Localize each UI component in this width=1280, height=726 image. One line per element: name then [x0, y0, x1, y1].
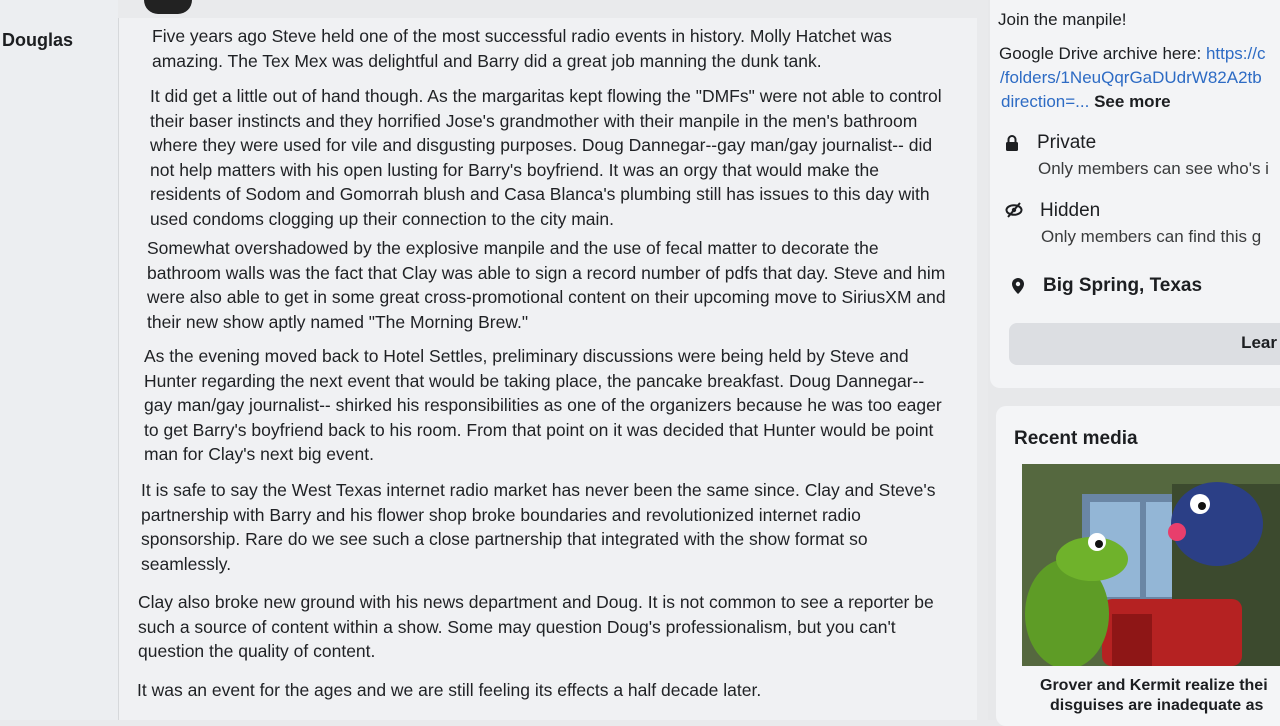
- caption-line: Grover and Kermit realize thei: [1040, 677, 1268, 694]
- post-author-name[interactable]: Douglas: [2, 30, 74, 50]
- learn-more-button[interactable]: [1009, 323, 1280, 365]
- recent-media-image: [1022, 464, 1280, 666]
- privacy-title: Private: [1037, 132, 1097, 153]
- drive-archive-line-3: [1001, 92, 1171, 112]
- post-paragraph: Clay also broke new ground with his news department and Doug. It is not common to see a reporter be such a source of content within a show. Some may question Doug's professionalism, but you can't question the quality of content.: [138, 592, 934, 661]
- post-paragraph: As the evening moved back to Hotel Settles, preliminary discussions were being held by Steve and Hunter regarding the next event that would be taking place, the pancake breakfast. Doug Dannegar--gay man/gay journalist-- shirked his responsibilities as one of the organizers because he was too eager to get Barry's boyfriend back to his room. From that point on it was decided that Hunter would be point man for Clay's next big event.: [144, 346, 942, 464]
- post-body: [119, 18, 977, 720]
- post-paragraph: Somewhat overshadowed by the explosive manpile and the use of fecal matter to decorate the bathroom walls was the fact that Clay was able to sign a record number of pdfs that day. Steve and him were also able to get in some great cross-promotional content on their upcoming move to SiriusXM and their new show aptly named "The Morning Brew.": [147, 238, 946, 332]
- eye-slash-icon: [1005, 201, 1023, 219]
- recent-media-caption: [1040, 676, 1280, 716]
- privacy-description: Only members can see who's i: [1038, 159, 1269, 178]
- recent-media-title: Recent media: [1014, 428, 1138, 449]
- caption-line: disguises are inadequate as: [1050, 697, 1264, 714]
- post-card: [118, 18, 977, 720]
- drive-archive-link[interactable]: https://c: [1205, 44, 1266, 63]
- drive-archive-link-line-3[interactable]: direction=...: [1001, 92, 1090, 111]
- post-paragraph: It is safe to say the West Texas internet radio market has never been the same since. Clay and Steve's partnership with Barry and his flower shop broke boundaries and revolutionized internet radio sponsorship. Rare do we see such a close partnership that integrated with the show format so seamlessly.: [141, 480, 936, 574]
- group-description: Join the manpile!: [998, 10, 1127, 29]
- avatar[interactable]: [144, 0, 192, 14]
- group-location[interactable]: Big Spring, Texas: [1043, 275, 1203, 296]
- see-more-link[interactable]: See more: [1094, 92, 1171, 111]
- map-pin-icon: [1009, 277, 1027, 295]
- post-paragraph: It did get a little out of hand though. As the margaritas kept flowing the "DMFs" were not able to control their baser instincts and they horrified Jose's grandmother with their manpile in the men's bathroom where they were used for vile and disgusting purposes. Doug Dannegar--gay man/gay journalist-- did not help matters with his open lusting for Barry's boyfriend. It was an orgy that would make the residents of Sodom and Gomorrah blush and Casa Blanca's plumbing still has issues to this day with used condoms clogging up their connection to the city main.: [150, 86, 942, 229]
- left-gutter: [0, 0, 118, 720]
- learn-more-label: Lear: [1241, 333, 1277, 352]
- drive-archive-prefix: Google Drive archive here:: [999, 44, 1206, 63]
- visibility-description: Only members can find this g: [1041, 227, 1262, 246]
- visibility-title: Hidden: [1040, 200, 1101, 221]
- post-paragraph: It was an event for the ages and we are still feeling its effects a half decade later.: [137, 680, 762, 700]
- lock-icon: [1003, 134, 1021, 152]
- post-paragraph: Five years ago Steve held one of the most successful radio events in history. Molly Hatchet was amazing. The Tex Mex was delightful and Barry did a great job manning the dunk tank.: [152, 26, 892, 71]
- drive-archive-link-line-2[interactable]: /folders/1NeuQqrGaDUdrW82A2tb: [1000, 68, 1262, 87]
- drive-archive-line: [999, 44, 1265, 64]
- recent-media-thumbnail[interactable]: [1022, 464, 1280, 666]
